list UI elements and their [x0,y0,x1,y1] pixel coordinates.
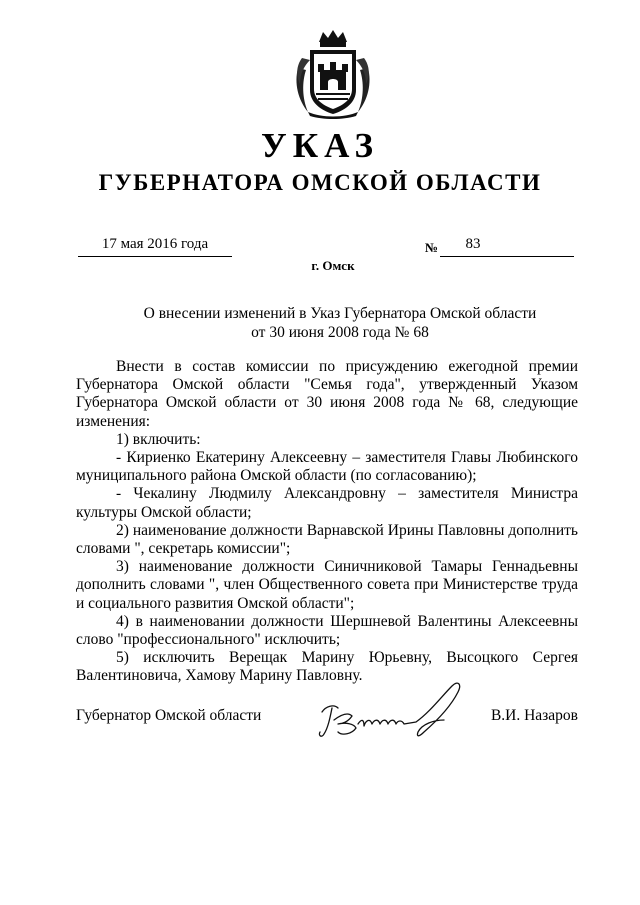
number-sign: № [425,240,439,255]
heading-line-1: О внесении изменений в Указ Губернатора Омской области [143,305,537,322]
decree-heading [100,304,580,342]
decree-body [76,358,578,686]
intro-paragraph: Внести в состав комиссии по присуждению ежегодной премии Губернатора Омской области "Семья года", утвержденный Указом Губернатора Омской области от 30 июня 2008 года № 68, следующие изменения: [76,358,578,430]
document-title: УКАЗ [261,126,379,165]
item-1a: - Кириенко Екатерину Алексеевну – заместителя Главы Любинского муниципального района Омской области (по согласованию); [76,449,578,485]
item-1b: - Чекалину Людмилу Александровну – заместителя Министра культуры Омской области; [76,485,578,521]
signer-position: Губернатор Омской области [76,707,262,724]
item-3: 3) наименование должности Синичниковой Тамары Геннадьевны дополнить словами ", член Общественного совета при Министерстве труда и социального развития Омской области"; [76,558,578,612]
signer-name: В.И. Назаров [490,707,578,724]
coat-of-arms-icon [292,28,374,120]
decree-number: 83 [465,236,481,252]
decree-city: г. Омск [311,258,355,273]
item-2: 2) наименование должности Варнавской Ирины Павловны дополнить словами ", секретарь комиссии"; [76,521,578,558]
document-subtitle: ГУБЕРНАТОРА ОМСКОЙ ОБЛАСТИ [98,170,542,195]
item-4: 4) в наименовании должности Шершневой Валентины Алексеевны слово "профессионального" исключить; [76,612,578,649]
decree-number-field [440,234,574,257]
heading-line-2: от 30 июня 2008 года № 68 [251,324,429,341]
handwritten-signature-icon [312,676,472,746]
item-1: 1) включить: [116,430,201,448]
decree-date: 17 мая 2016 года [78,234,232,257]
item-5: 5) исключить Верещак Марину Юрьевну, Высоцкого Сергея Валентиновича, Хамову Марину Павловну. [76,649,578,685]
